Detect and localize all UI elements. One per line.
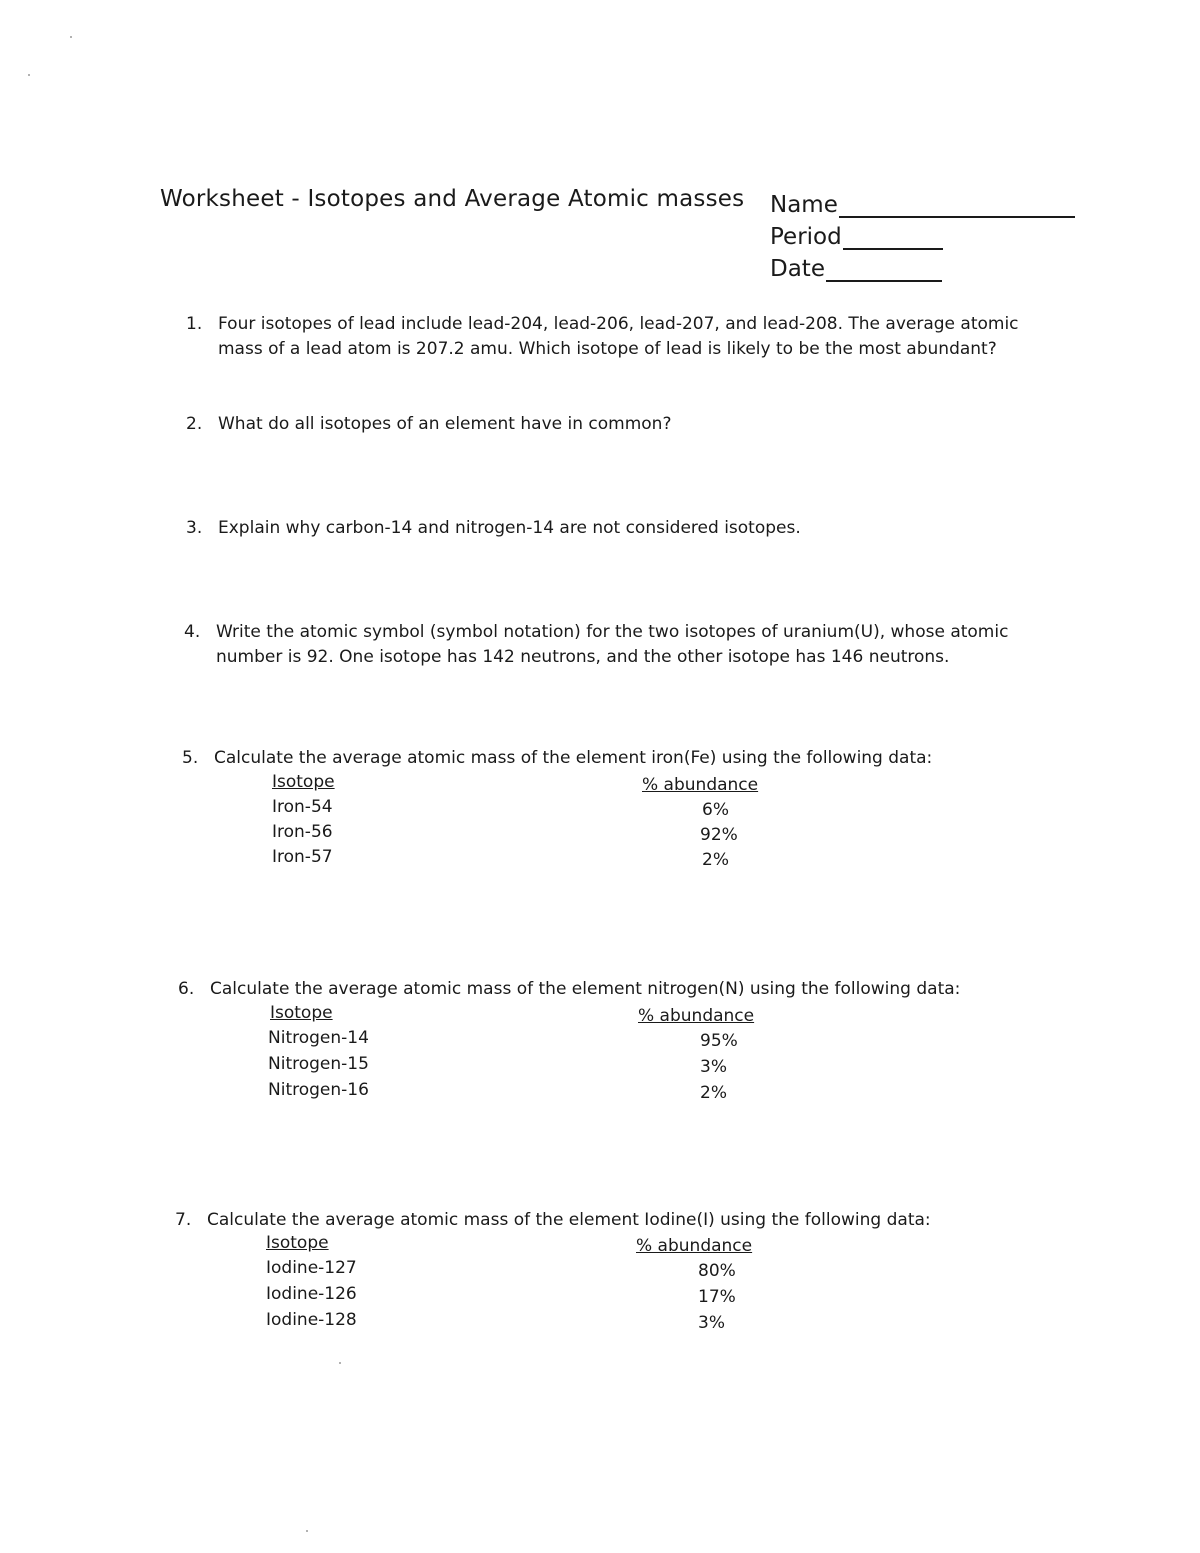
question-text: Calculate the average atomic mass of the element iron(Fe) using the following data:: [214, 748, 933, 768]
period-label: Period: [770, 224, 842, 250]
isotope-cell: Nitrogen-15: [268, 1054, 369, 1074]
question-number: 2.: [186, 414, 203, 434]
abundance-cell: 2%: [700, 1083, 727, 1103]
isotope-column-header: Isotope: [270, 1003, 333, 1023]
abundance-cell: 3%: [700, 1057, 727, 1077]
abundance-cell: 6%: [702, 800, 729, 820]
abundance-cell: 80%: [698, 1261, 736, 1281]
abundance-cell: 95%: [700, 1031, 738, 1051]
date-blank-line[interactable]: [826, 260, 942, 282]
abundance-column-header: % abundance: [638, 1006, 755, 1026]
isotope-cell: Iodine-127: [266, 1258, 357, 1278]
isotope-cell: Iron-56: [272, 822, 333, 842]
question-number: 6.: [178, 979, 195, 999]
period-field[interactable]: [770, 224, 943, 250]
name-field[interactable]: [770, 192, 1075, 218]
abundance-column-header: % abundance: [642, 775, 759, 795]
isotope-cell: Iron-54: [272, 797, 333, 817]
question-text: What do all isotopes of an element have in common?: [218, 414, 672, 434]
abundance-column-header: % abundance: [636, 1236, 753, 1256]
name-label: Name: [770, 192, 838, 218]
question-text: Explain why carbon-14 and nitrogen-14 are not considered isotopes.: [218, 518, 801, 538]
isotope-cell: Iodine-126: [266, 1284, 357, 1304]
question-text: Calculate the average atomic mass of the element nitrogen(N) using the following data:: [210, 979, 961, 999]
question-text: Calculate the average atomic mass of the element Iodine(I) using the following data:: [207, 1210, 931, 1230]
isotope-cell: Nitrogen-14: [268, 1028, 369, 1048]
isotope-cell: Iodine-128: [266, 1310, 357, 1330]
isotope-column-header: Isotope: [266, 1233, 329, 1253]
abundance-cell: 2%: [702, 850, 729, 870]
isotope-cell: Nitrogen-16: [268, 1080, 369, 1100]
name-blank-line[interactable]: [839, 196, 1075, 218]
abundance-cell: 3%: [698, 1313, 725, 1333]
scan-speck: [306, 1530, 308, 1532]
scan-speck: [28, 74, 30, 76]
question-number: 7.: [175, 1210, 192, 1230]
scan-speck: [339, 1362, 341, 1364]
abundance-cell: 17%: [698, 1287, 736, 1307]
scan-speck: [70, 36, 72, 38]
abundance-cell: 92%: [700, 825, 738, 845]
question-number: 3.: [186, 518, 203, 538]
date-field[interactable]: [770, 256, 942, 282]
question-text: Write the atomic symbol (symbol notation) for the two isotopes of uranium(U), whose atomic number is 92. One isotope has 142 neutrons, and the other isotope has 146 neutrons.: [216, 622, 1009, 667]
question-number: 5.: [182, 748, 199, 768]
isotope-cell: Iron-57: [272, 847, 333, 867]
worksheet-title: Worksheet - Isotopes and Average Atomic masses: [160, 186, 745, 212]
question-number: 4.: [184, 622, 201, 642]
question-text: Four isotopes of lead include lead-204, lead-206, lead-207, and lead-208. The average atomic mass of a lead atom is 207.2 amu. Which isotope of lead is likely to be the most abundant?: [218, 314, 1019, 359]
date-label: Date: [770, 256, 825, 282]
period-blank-line[interactable]: [843, 228, 943, 250]
isotope-column-header: Isotope: [272, 772, 335, 792]
question-number: 1.: [186, 314, 203, 334]
